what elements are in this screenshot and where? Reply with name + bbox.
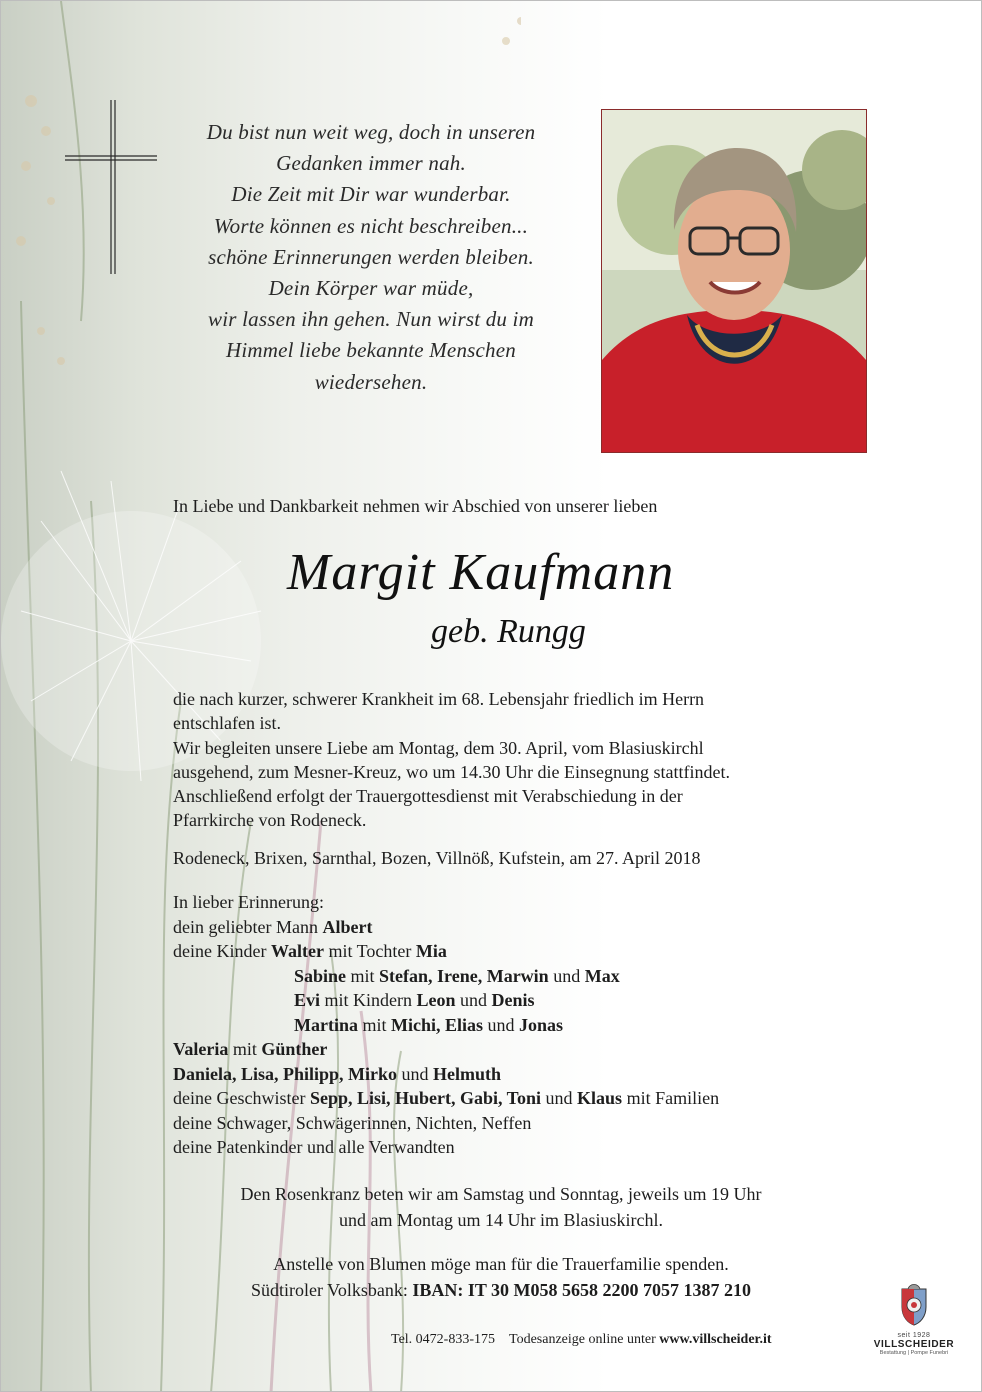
family-row-grandchildren: Daniela, Lisa, Philipp, Mirko und Helmuth [173, 1063, 502, 1084]
rosary-notice [141, 1181, 861, 1233]
place-and-date: Rodeneck, Brixen, Sarnthal, Bozen, Villnöß, Kufstein, am 27. April 2018 [173, 848, 701, 868]
coat-of-arms-icon [894, 1283, 934, 1327]
text-line: die nach kurzer, schwerer Krankheit im 68. Lebensjahr friedlich im Herrn [173, 689, 705, 709]
poem-line: wiedersehen. [314, 369, 428, 394]
cross-icon [59, 96, 169, 276]
funeral-home-logo [869, 1283, 959, 1356]
poem-line: Du bist nun weit weg, doch in unseren [206, 120, 536, 144]
portrait-photo [601, 109, 867, 453]
poem-line: Worte können es nicht beschreiben... [213, 213, 529, 238]
text-line: und am Montag um 14 Uhr im Blasiuskirchl. [339, 1210, 663, 1230]
memorial-poem [161, 117, 581, 398]
family-row-siblings: deine Geschwister Sepp, Lisi, Hubert, Gabi, Toni und Klaus mit Familien [173, 1088, 720, 1108]
text-line: Pfarrkirche von Rodeneck. [173, 810, 367, 831]
announcement-text [173, 687, 853, 833]
family-heading: In lieber Erinnerung: [173, 892, 324, 912]
online-label: Todesanzeige online unter [509, 1332, 660, 1347]
text-line: Den Rosenkranz beten wir am Samstag und Sonntag, jeweils um 19 Uhr [240, 1184, 762, 1204]
family-row-husband: dein geliebter Mann Albert [173, 916, 373, 937]
family-row-child: Martina mit Michi, Elias und Jonas [294, 1014, 564, 1035]
poem-line: wir lassen ihn gehen. Nun wirst du im [208, 307, 534, 332]
maiden-name: geb. Rungg [431, 613, 586, 650]
logo-since: seit 1928 [897, 1332, 931, 1339]
iban: IBAN: IT 30 M058 5658 2200 7057 1387 210 [412, 1280, 752, 1300]
poem-line: Dein Körper war müde, [268, 276, 474, 301]
logo-brand: VILLSCHEIDER [873, 1339, 955, 1350]
donation-notice [131, 1251, 871, 1303]
family-row-valeria: Valeria mit Günther [173, 1039, 328, 1059]
text-line: entschlafen ist. [173, 713, 281, 734]
family-row-child: Evi mit Kindern Leon und Denis [294, 990, 535, 1010]
family-row-child: Sabine mit Stefan, Irene, Marwin und Max [294, 965, 620, 986]
deceased-name: Margit Kaufmann [287, 544, 675, 601]
poem-line: schöne Erinnerungen werden bleiben. [208, 244, 534, 269]
family-row-child: deine Kinder Walter mit Tochter Mia [173, 941, 447, 961]
footer [391, 1332, 772, 1348]
family-row-godchildren: deine Patenkinder und alle Verwandten [173, 1137, 455, 1157]
poem-line: Himmel liebe bekannte Menschen [226, 338, 516, 363]
bank-line: Südtiroler Volksbank: IBAN: IT 30 M058 5658 2200 7057 1387 210 [250, 1280, 752, 1300]
poem-line: Die Zeit mit Dir war wunderbar. [231, 182, 511, 207]
poem-line: Gedanken immer nah. [276, 151, 466, 176]
logo-tagline: Bestattung | Pompe Funebri [879, 1350, 949, 1356]
text-line: Anstelle von Blumen möge man für die Trauerfamilie spenden. [273, 1254, 729, 1274]
family-row-in-laws: deine Schwager, Schwägerinnen, Nichten, Neffen [173, 1112, 532, 1133]
website-link[interactable]: www.villscheider.it [659, 1332, 772, 1347]
text-line: Anschließend erfolgt der Trauergottesdienst mit Verabschiedung in der [173, 786, 683, 807]
mourners-list [173, 890, 873, 1160]
text-line: ausgehend, zum Mesner-Kreuz, wo um 14.30 Uhr die Einsegnung stattfindet. [173, 761, 731, 782]
phone-number: Tel. 0472-833-175 [391, 1332, 496, 1347]
text-line: Wir begleiten unsere Liebe am Montag, dem 30. April, vom Blasiuskirchl [173, 737, 704, 758]
intro-line: In Liebe und Dankbarkeit nehmen wir Abschied von unserer lieben [173, 496, 658, 516]
